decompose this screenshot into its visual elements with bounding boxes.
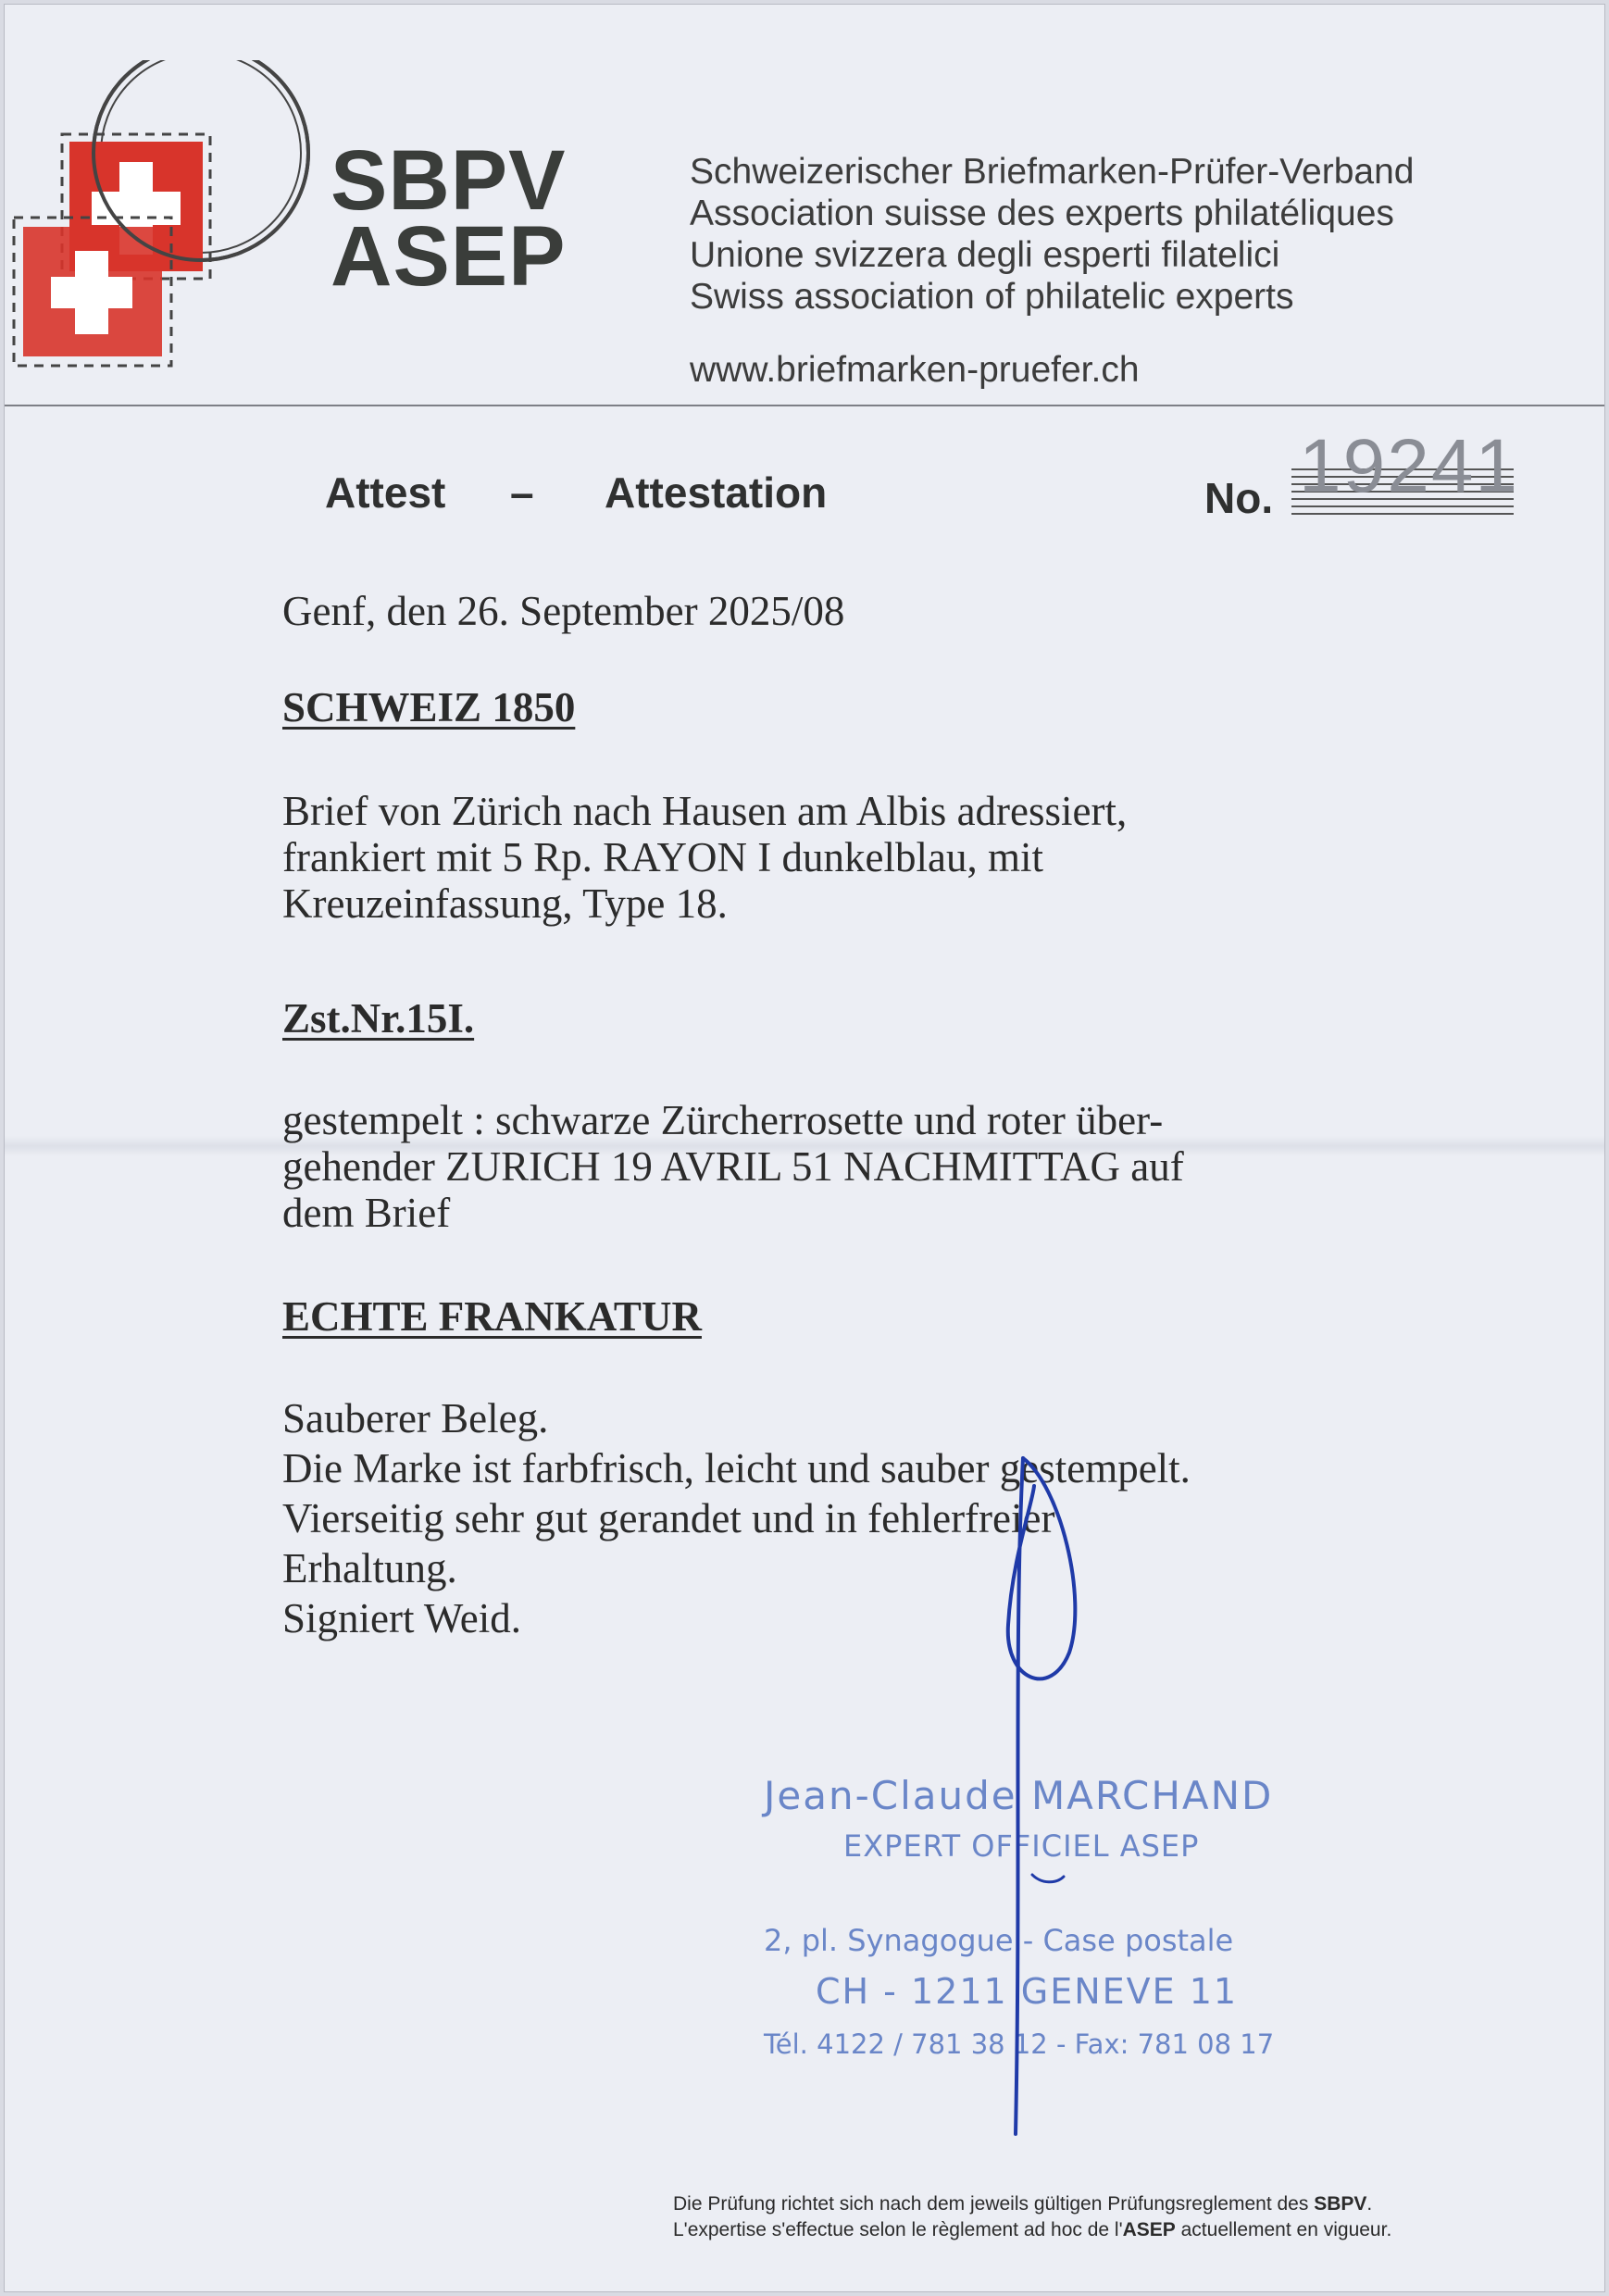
title-attestation: Attestation <box>605 468 828 517</box>
certificate-no-label: No. <box>1204 474 1274 522</box>
association-fr: Association suisse des experts philatéliques <box>690 193 1394 233</box>
title-dash: – <box>510 468 534 517</box>
stamp-expert-name: Jean-Claude MARCHAND <box>764 1773 1274 1818</box>
certificate-sheet <box>4 4 1605 2292</box>
brand-wordmark <box>331 133 567 304</box>
website: www.briefmarken-pruefer.ch <box>690 350 1140 390</box>
description-line: Kreuzeinfassung, Type 18. <box>282 880 728 927</box>
sbpv-logo-icon <box>5 60 319 393</box>
date-line: Genf, den 26. September 2025/08 <box>282 588 845 634</box>
cancellation <box>282 1097 1184 1236</box>
footer-de: Die Prüfung richtet sich nach dem jeweils gültigen Prüfungsreglement des SBPV. <box>673 2193 1373 2215</box>
certificate-number: 19241 <box>1299 424 1520 508</box>
association-de: Schweizerischer Briefmarken-Prüfer-Verband <box>690 152 1415 192</box>
association-it: Unione svizzera degli esperti filatelici <box>690 235 1280 275</box>
association-en: Swiss association of philatelic experts <box>690 277 1294 317</box>
stamp-expert-title: EXPERT OFFICIEL ASEP <box>843 1828 1200 1864</box>
cancellation-line: gehender ZURICH 19 AVRIL 51 NACHMITTAG auf <box>282 1143 1184 1190</box>
condition-line: Vierseitig sehr gut gerandet und in fehlerfreier <box>282 1495 1055 1541</box>
cancellation-line: gestempelt : schwarze Zürcherrosette und roter über- <box>282 1097 1164 1143</box>
verdict-heading: ECHTE FRANKATUR <box>282 1293 702 1340</box>
header-divider <box>5 405 1604 406</box>
association-names <box>690 151 1414 318</box>
cancellation-line: dem Brief <box>282 1190 451 1236</box>
description-line: Brief von Zürich nach Hausen am Albis adressiert, <box>282 788 1128 834</box>
catalog-heading: Zst.Nr.15I. <box>282 995 475 1042</box>
title-attest: Attest <box>325 468 446 517</box>
condition-line: Die Marke ist farbfrisch, leicht und sauber gestempelt. <box>282 1445 1191 1491</box>
stamp-city: CH - 1211 GENEVE 11 <box>816 1971 1239 2012</box>
stamp-phone: Tél. 4122 / 781 38 12 - Fax: 781 08 17 <box>764 2028 1275 2060</box>
signature-icon <box>967 1449 1097 2152</box>
stamp-address: 2, pl. Synagogue - Case postale <box>764 1923 1234 1958</box>
condition-line: Sauberer Beleg. <box>282 1395 549 1441</box>
brand-sbpv: SBPV <box>331 133 567 228</box>
condition-line: Signiert Weid. <box>282 1595 522 1641</box>
description <box>282 788 1127 927</box>
condition-line: Erhaltung. <box>282 1545 457 1591</box>
description-line: frankiert mit 5 Rp. RAYON I dunkelblau, mit <box>282 834 1043 880</box>
footer-notes <box>673 2191 1391 2243</box>
brand-asep: ASEP <box>331 209 567 304</box>
footer-fr: L'expertise s'effectue selon le règlement ad hoc de l'ASEP actuellement en vigueur. <box>673 2219 1392 2240</box>
country-heading: SCHWEIZ 1850 <box>282 684 576 730</box>
